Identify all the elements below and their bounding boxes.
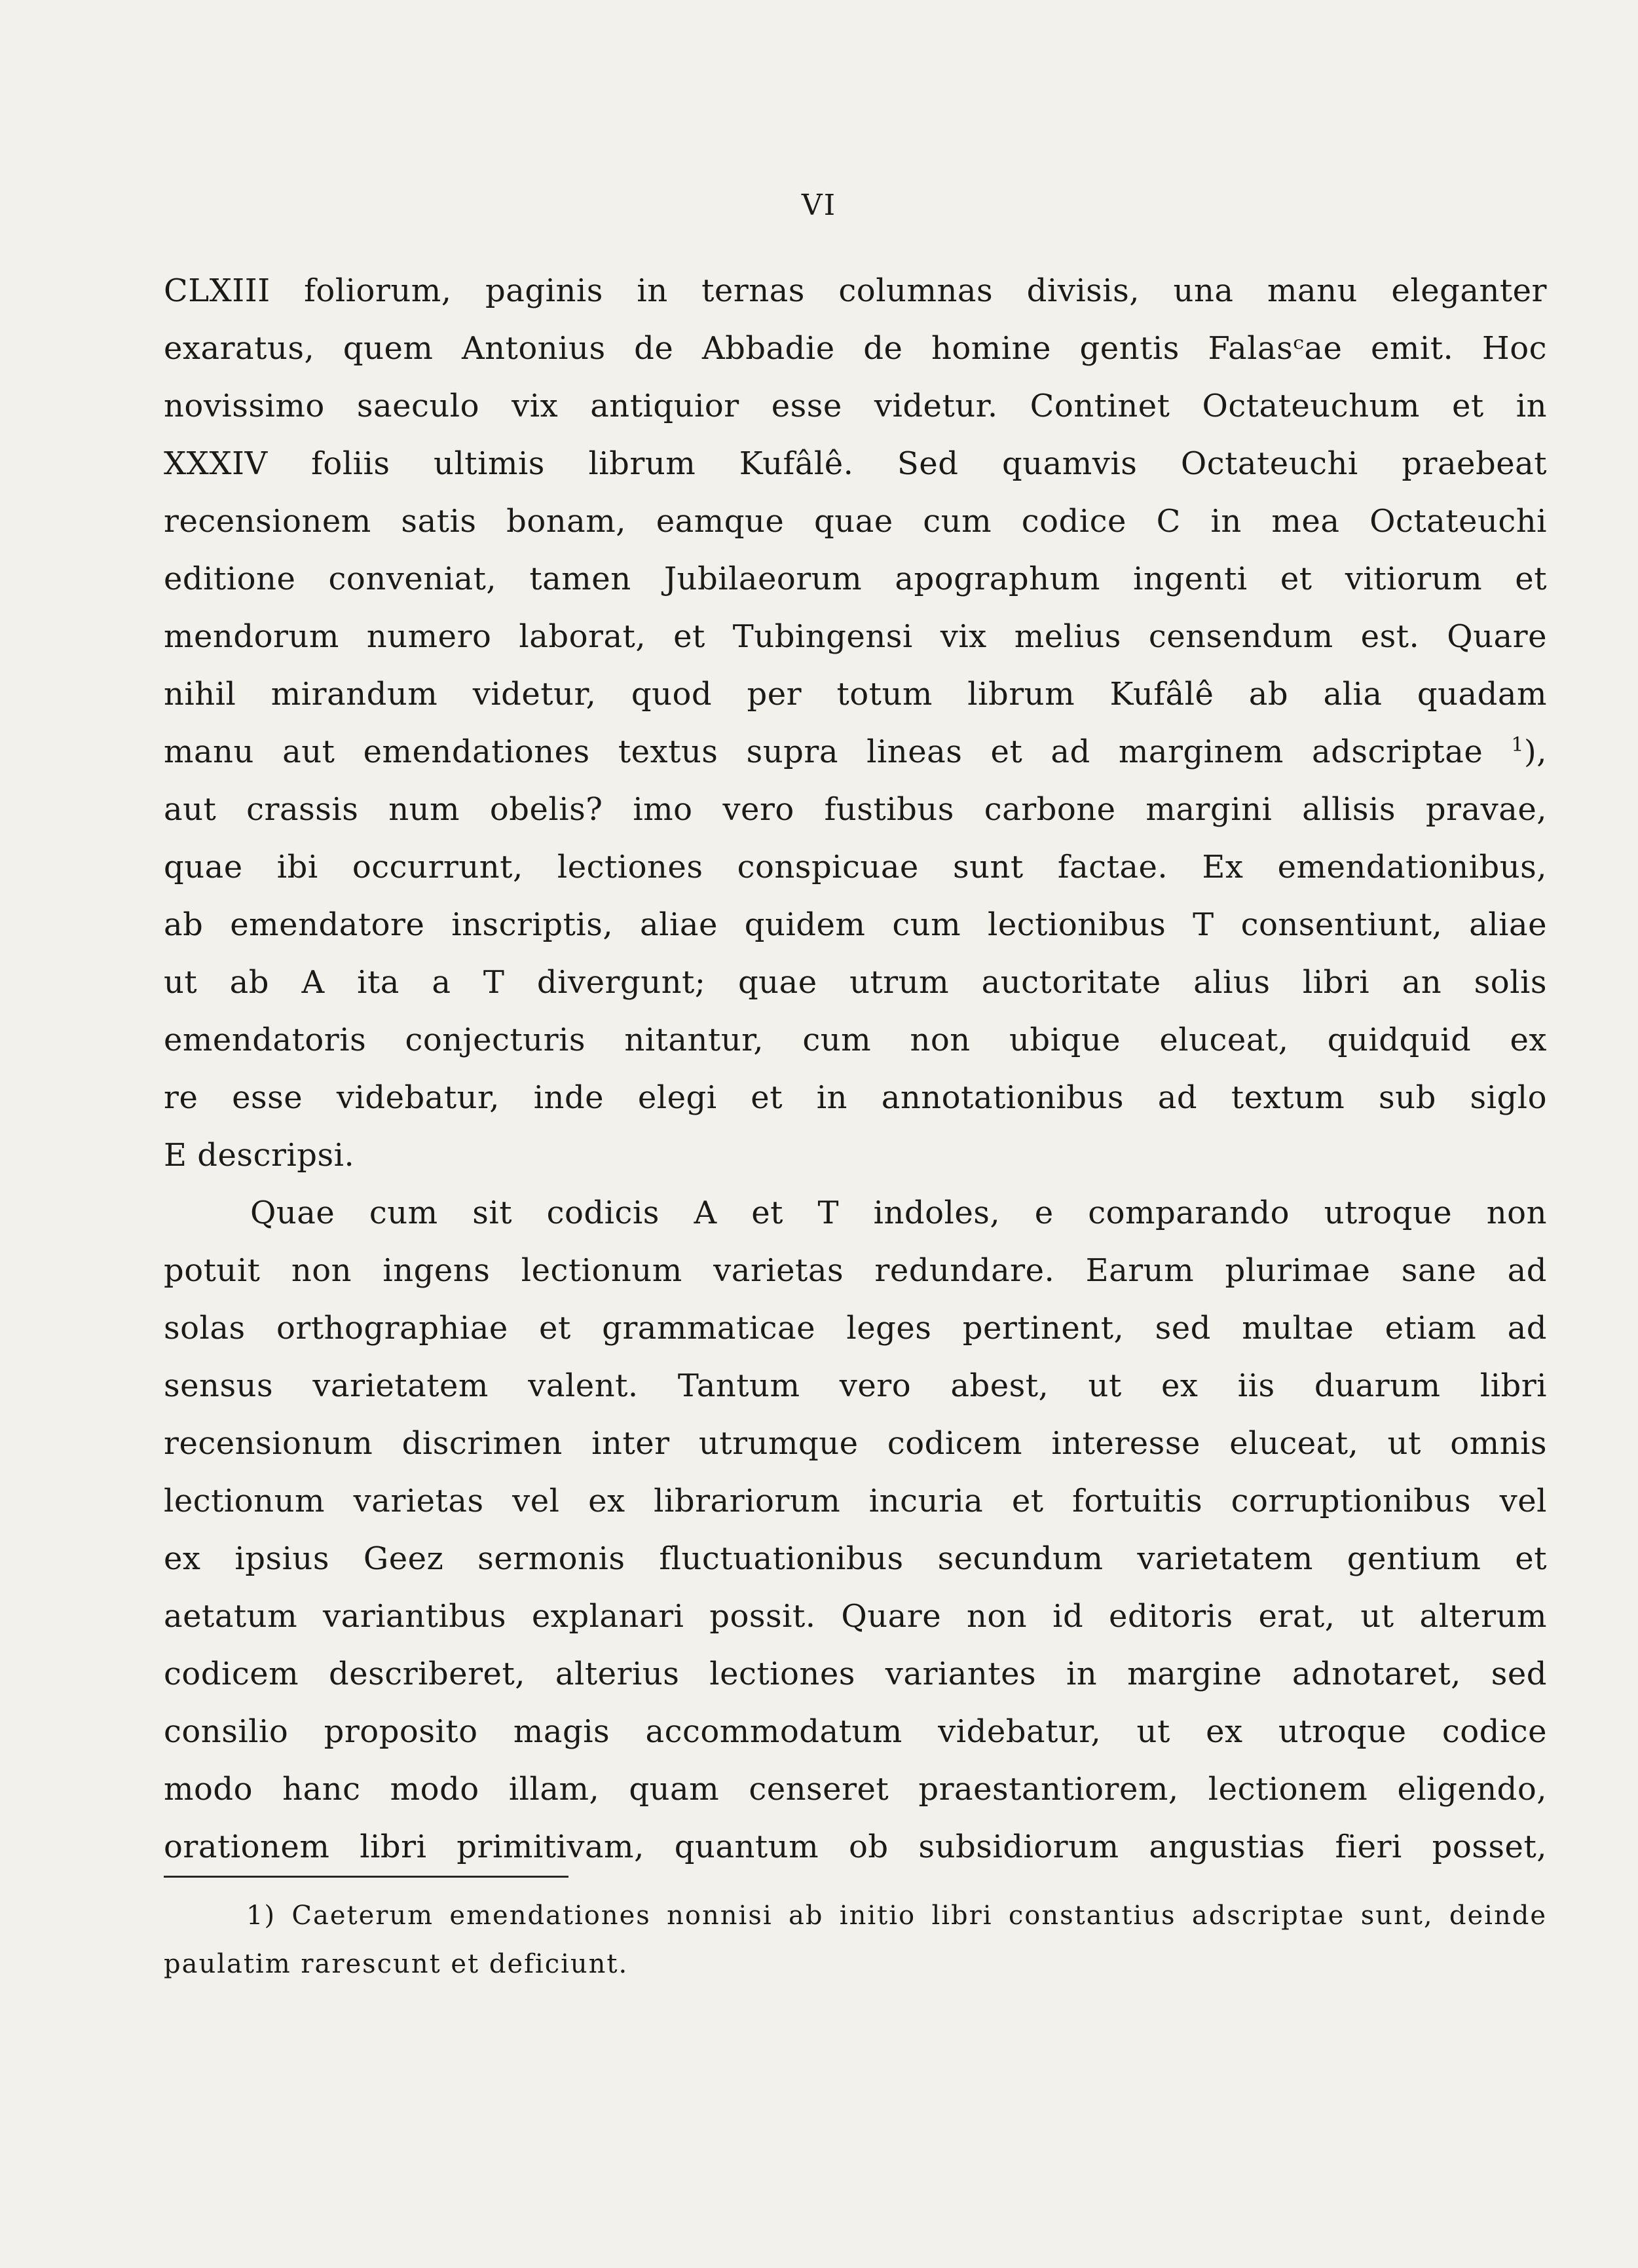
text-line: recensionum discrimen inter utrumque codicem interesse eluceat, ut omnis (164, 1425, 1547, 1462)
text-line: editione conveniat, tamen Jubilaeorum apographum ingenti et vitiorum et (164, 561, 1547, 597)
text-line: orationem libri primitivam, quantum ob subsidiorum angustias fieri posset, (164, 1829, 1547, 1865)
text-line: recensionem satis bonam, eamque quae cum codice C in mea Octateuchi (164, 503, 1547, 540)
text-line: re esse videbatur, inde elegi et in annotationibus ad textum sub siglo (164, 1079, 1547, 1116)
text-line: ut ab A ita a T divergunt; quae utrum auctoritate alius libri an solis (164, 964, 1547, 1001)
text-line: nihil mirandum videtur, quod per totum librum Kufâlê ab alia quadam (164, 676, 1547, 713)
paragraph-last-line: E descripsi. (164, 1137, 355, 1174)
text-line: ex ipsius Geez sermonis fluctuationibus secundum varietatem gentium et (164, 1540, 1547, 1577)
text-line: lectionum varietas vel ex librariorum incuria et fortuitis corruptionibus vel (164, 1483, 1547, 1519)
text-line: aetatum variantibus explanari possit. Quare non id editoris erat, ut alterum (164, 1598, 1547, 1635)
text-line: ab emendatore inscriptis, aliae quidem cum lectionibus T consentiunt, aliae (164, 906, 1547, 943)
footnote-block (164, 1891, 1547, 1988)
text-line: consilio proposito magis accommodatum videbatur, ut ex utroque codice (164, 1713, 1547, 1750)
text-line-content: manu aut emendationes textus supra lineas et ad marginem adscriptae (164, 734, 1483, 770)
main-text-block (164, 262, 1547, 1876)
footnote-line: 1) Caeterum emendationes nonnisi ab initio libri constantius adscriptae sunt, deinde (246, 1901, 1547, 1931)
text-line: aut crassis num obelis? imo vero fustibus carbone margini allisis pravae, (164, 791, 1547, 828)
text-line-with-footnote-ref (164, 723, 1547, 781)
footnote-reference-marker[interactable]: 1 (1511, 734, 1525, 756)
text-line: sensus varietatem valent. Tantum vero abest, ut ex iis duarum libri (164, 1367, 1547, 1404)
text-line: exaratus, quem Antonius de Abbadie de homine gentis Falasᶜae emit. Hoc (164, 330, 1547, 367)
text-line: XXXIV foliis ultimis librum Kufâlê. Sed quamvis Octateuchi praebeat (164, 445, 1547, 482)
text-line: modo hanc modo illam, quam censeret praestantiorem, lectionem eligendo, (164, 1771, 1547, 1808)
text-line: quae ibi occurrunt, lectiones conspicuae sunt factae. Ex emendationibus, (164, 849, 1547, 885)
text-line: CLXIII foliorum, paginis in ternas columnas divisis, una manu eleganter (164, 272, 1547, 309)
paragraph-first-line: Quae cum sit codicis A et T indoles, e comparando utroque non (250, 1195, 1547, 1231)
footnote-reference-tail: ), (1524, 734, 1547, 770)
page-number: VI (801, 189, 837, 222)
text-line: novissimo saeculo vix antiquior esse videtur. Continet Octateuchum et in (164, 388, 1547, 424)
text-line: mendorum numero laborat, et Tubingensi vix melius censendum est. Quare (164, 618, 1547, 655)
footnote-divider (164, 1876, 568, 1878)
text-line: solas orthographiae et grammaticae leges pertinent, sed multae etiam ad (164, 1310, 1547, 1347)
text-line: codicem describeret, alterius lectiones variantes in margine adnotaret, sed (164, 1656, 1547, 1692)
footnote-line: paulatim rarescunt et deficiunt. (164, 1949, 629, 1979)
text-line: emendatoris conjecturis nitantur, cum non ubique eluceat, quidquid ex (164, 1022, 1547, 1058)
text-line: potuit non ingens lectionum varietas redundare. Earum plurimae sane ad (164, 1252, 1547, 1289)
